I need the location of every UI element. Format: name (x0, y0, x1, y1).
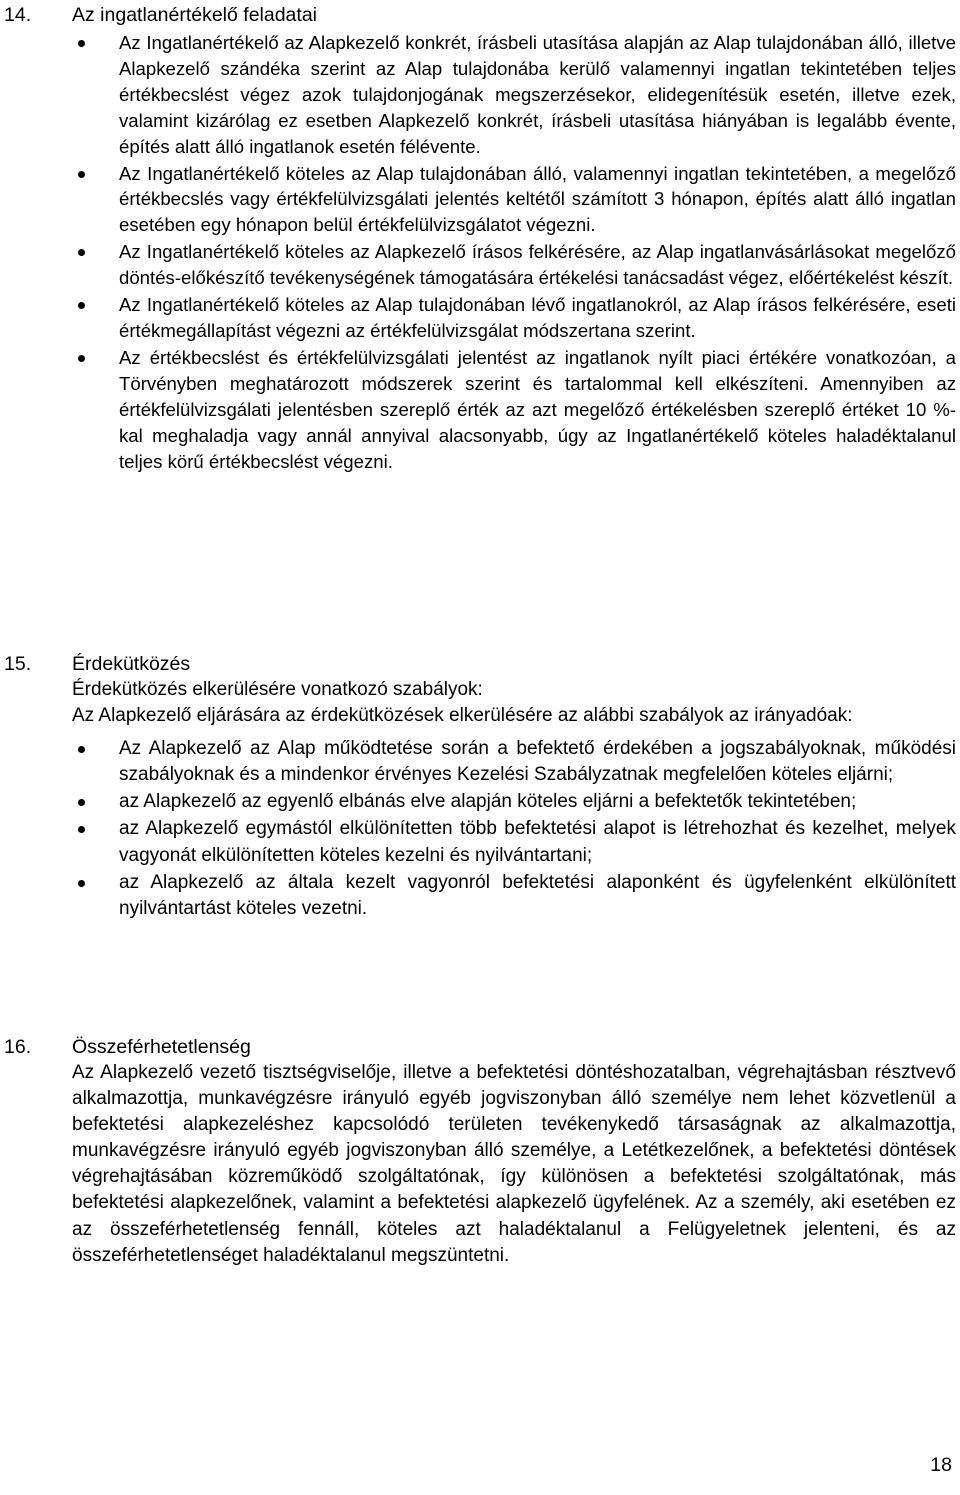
bullet-list (72, 736, 956, 922)
list-item-text: Az Alapkezelő az Alap működtetése során a befektető érdekében a jogszabályoknak, működési szabályoknak és a mindenkor érvényes Kezelési Szabályzatnak megfelelően köteles eljárni; (119, 738, 956, 786)
section-title: Az ingatlanértékelő feladatai (72, 4, 317, 26)
list-item (72, 870, 956, 922)
list-item-text: Az Ingatlanértékelő köteles az Alap tulajdonában lévő ingatlanokról, az Alap írásos felkérésére, eseti értékmegállapítást végezni az értékfelülvizsgálat módszertana szerint. (119, 294, 956, 341)
list-item (72, 292, 956, 344)
section-intro: Az Alapkezelő eljárására az érdekütközések elkerülésére az alábbi szabályok az irányadóak: (72, 705, 853, 727)
list-item (72, 789, 956, 815)
list-item-text: Az Ingatlanértékelő köteles az Alap tulajdonában álló, valamennyi ingatlan tekintetében, a megelőző értékbecslés vagy értékfelülvizsgálati jelentés keltétől számított 3 hónapon, építés alatt álló ingatlan esetében egy hónapon belül értékfelülvizsgálatot végezni. (119, 162, 956, 236)
list-item (72, 239, 956, 291)
list-item-text: Az Ingatlanértékelő az Alapkezelő konkrét, írásbeli utasítása alapján az Alap tulajdonában álló, illetve Alapkezelő szándéka szerint az Alap tulajdonába kerülő valamennyi ingatlan tekintetében teljes értékbecslést végez azok tulajdonjogának megszerzésekor, elidegenítésük esetén, illetve ezek, valamint kizárólag ez esetben Alapkezelő konkrét, írásbeli utasítása hiányában is legalább évente, építés alatt álló ingatlanok esetén félévente. (119, 32, 956, 157)
bullet-icon (78, 302, 85, 309)
section-subtitle: Érdekütközés elkerülésére vonatkozó szabályok: (72, 679, 483, 700)
list-item-text: az Alapkezelő az általa kezelt vagyonról befektetési alaponként és ügyfelenként elkülönített nyilvántartást köteles vezetni. (119, 871, 956, 919)
list-item-text: az Alapkezelő az egyenlő elbánás elve alapján köteles eljárni a befektetők tekintetében; (119, 791, 857, 813)
bullet-icon (78, 355, 85, 362)
section-body-14 (72, 30, 956, 475)
section-number: 14. (4, 4, 32, 26)
section-number: 15. (4, 653, 32, 675)
bullet-icon (78, 249, 85, 256)
section-heading-16 (4, 1034, 251, 1060)
bullet-icon (78, 171, 85, 178)
bullet-icon (78, 799, 85, 806)
list-item (72, 736, 956, 788)
section-title: Összeférhetetlenség (72, 1036, 251, 1058)
section-paragraph: Az Alapkezelő vezető tisztségviselője, illetve a befektetési döntéshozatalban, végrehajtásban résztvevő alkalmazottja, munkavégzésre irányuló egyéb jogviszonyban álló személye nem lehet közvetlenül a befektetési alapkezeléshez kapcsolódó területen tevékenykedő társaságnak az alkalmazottja, munkavégzésre irányuló egyéb jogviszonyban álló személye, a Letétkezelőnek, a befektetési döntések végrehajtásában közreműködő szolgáltatónak, így különösen a befektetési szolgáltatónak, más befektetési alapkezelőnek, valamint a befektetési alapkezelő ügyfelének. Az a személy, aki esetében ez az összeférhetetlenség fennáll, köteles azt haladéktalanul a Felügyeletnek jelenteni, és az összeférhetetlenséget haladéktalanul megszüntetni. (72, 1062, 956, 1266)
list-item (72, 345, 956, 475)
section-heading-14 (4, 2, 317, 28)
section-heading-15 (4, 651, 190, 677)
list-item-text: az Alapkezelő egymástól elkülönítetten több befektetési alapot is létrehozhat és kezelhet, melyek vagyonát elkülönítetten köteles kezelni és nyilvántartani; (119, 818, 956, 866)
bullet-icon (78, 826, 85, 833)
list-item (72, 30, 956, 160)
page-number: 18 (930, 1454, 952, 1476)
section-body-16 (72, 1060, 956, 1269)
list-item (72, 816, 956, 868)
list-item-text: Az Ingatlanértékelő köteles az Alapkezelő írásos felkérésére, az Alap ingatlanvásárlásokat megelőző döntés-előkészítő tevékenységének támogatására értékelési tanácsadást végez, előértékelést készít. (119, 241, 956, 289)
bullet-icon (78, 880, 85, 887)
section-body-15 (72, 677, 956, 923)
list-item-text: Az értékbecslést és értékfelülvizsgálati jelentést az ingatlanok nyílt piaci értékére vonatkozóan, a Törvényben meghatározott módszerek szerint és tartalommal kell elkészíteni. Amennyiben az értékfelülvizsgálati jelentésben szereplő érték az azt megelőző értékelésben szereplő értéket 10 %-kal meghaladja vagy annál annyival alacsonyabb, úgy az Ingatlanértékelő köteles haladéktalanul teljes körű értékbecslést végezni. (119, 346, 956, 472)
bullet-icon (78, 40, 85, 47)
bullet-icon (78, 746, 85, 753)
list-item (72, 161, 956, 239)
section-number: 16. (4, 1036, 32, 1058)
bullet-list (72, 30, 956, 474)
section-title: Érdekütközés (72, 653, 191, 675)
